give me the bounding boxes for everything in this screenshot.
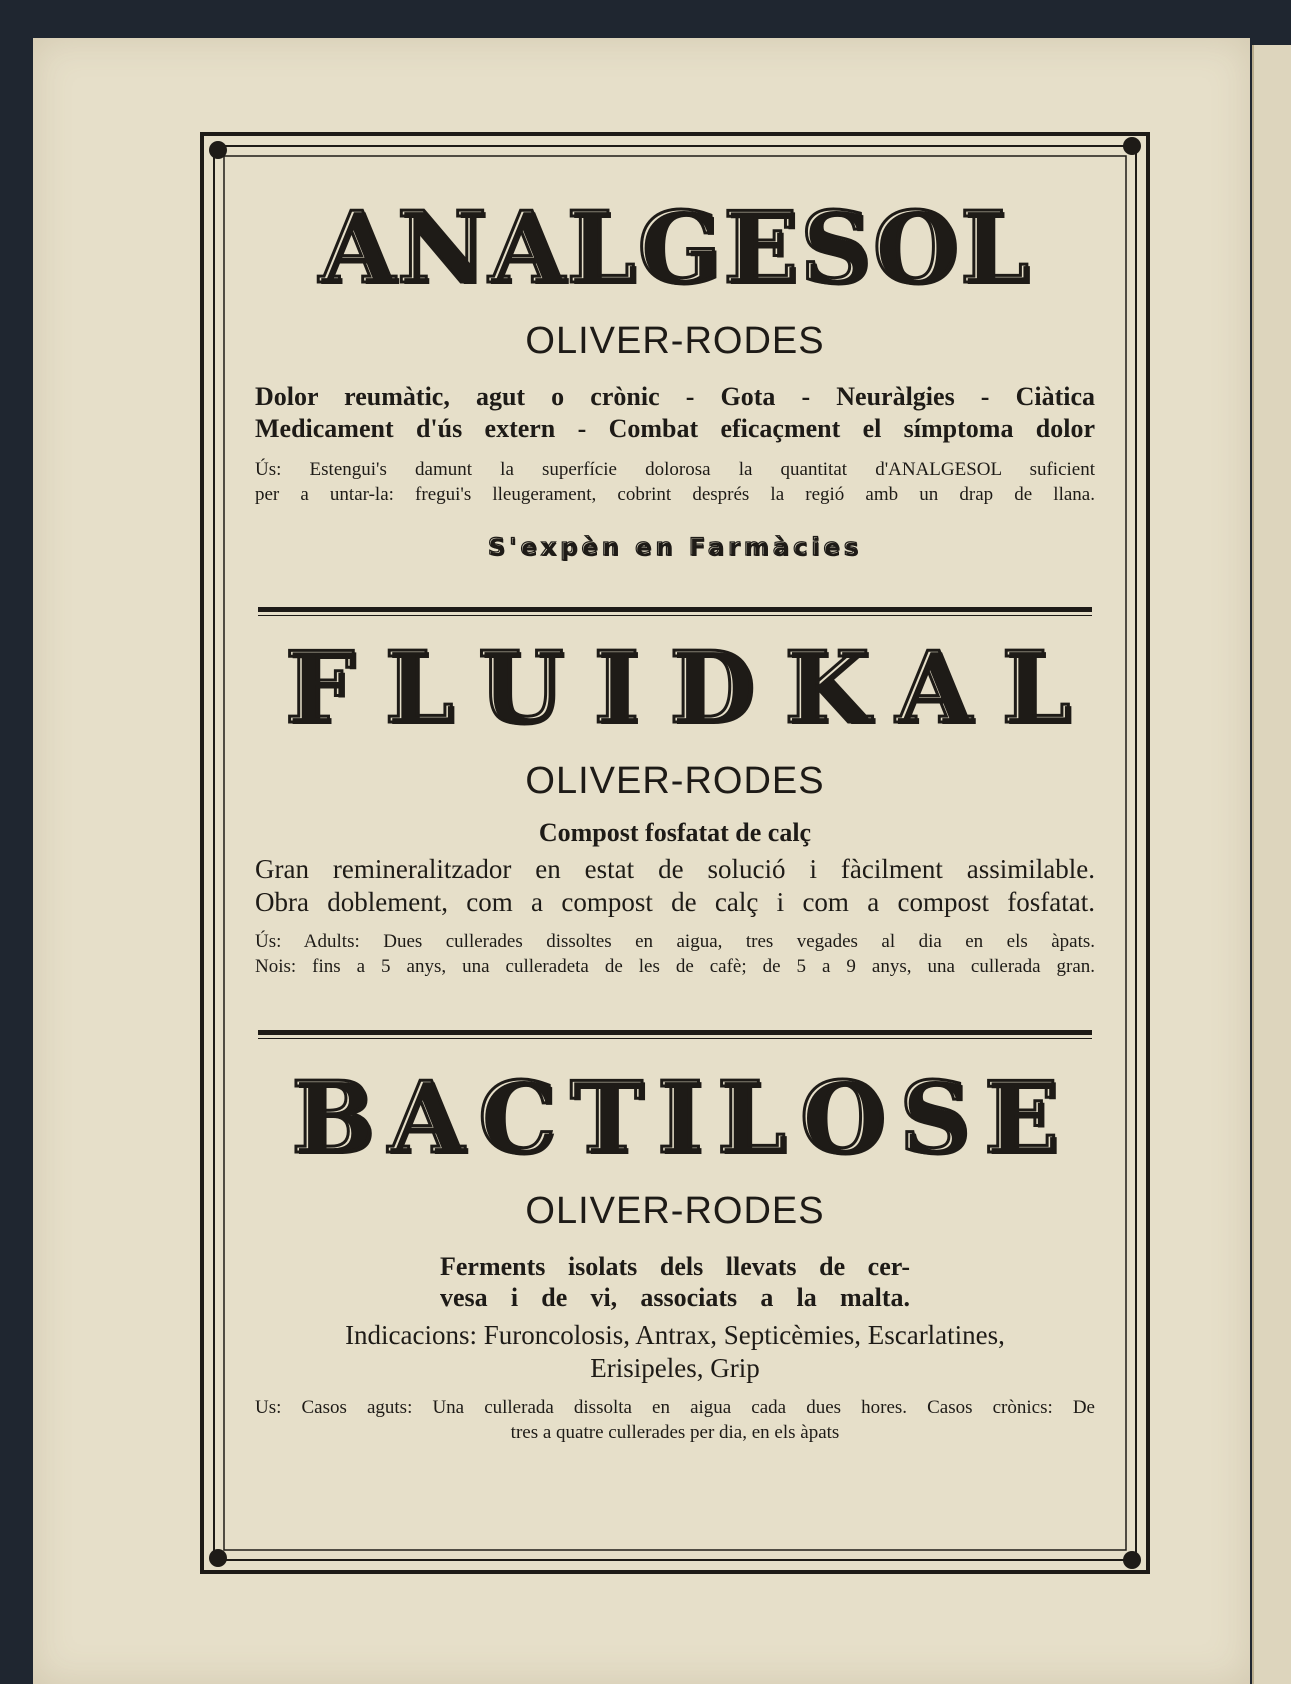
indications-line: Erisipeles, Grip: [590, 1353, 760, 1383]
usage-line: Ús: Estengui's damunt la superfície dolorosa la quantitat d'ANALGESOL suficient: [255, 459, 1095, 480]
section-divider: [258, 1030, 1092, 1035]
usage-line: Nois: fins a 5 anys, una culleradeta de les de cafè; de 5 a 9 anys, una cullerada gran.: [255, 956, 1095, 977]
sales-note: S'expèn en Farmàcies: [487, 533, 863, 561]
claim-line: Medicament d'ús extern - Combat eficaçment el símptoma dolor: [255, 414, 1095, 443]
indications-line: Indicacions: Furoncolosis, Antrax, Septicèmies, Escarlatines,: [345, 1320, 1005, 1350]
claim-line: Dolor reumàtic, agut o crònic - Gota - Neuràlgies - Ciàtica: [255, 382, 1095, 411]
maker-name: OLIVER-RODES: [525, 1190, 825, 1232]
ad-bactilose: [255, 1061, 1095, 1445]
maker-name: OLIVER-RODES: [525, 320, 825, 362]
usage-line: Us: Casos aguts: Una cullerada dissolta en aigua cada dues hores. Casos crònics: De: [255, 1397, 1095, 1418]
usage-line: per a untar-la: fregui's lleugerament, cobrint després la regió amb un drap de llana.: [255, 484, 1095, 505]
ad-analgesol: [255, 191, 1095, 561]
brand-title: ANALGESOL: [319, 191, 1031, 306]
usage-line: Ús: Adults: Dues cullerades dissoltes en aigua, tres vegades al dia en els àpats.: [255, 931, 1095, 952]
brand-title: FLUIDKAL: [285, 631, 1101, 746]
ingredient-line: vesa i de vi, associats a la malta.: [440, 1283, 910, 1312]
section-divider: [258, 607, 1092, 612]
description-line: Gran remineralitzador en estat de solució i fàcilment assimilable.: [255, 854, 1095, 884]
brand-title: BACTILOSE: [291, 1061, 1073, 1176]
ingredient-line: Ferments isolats dels llevats de cer-: [440, 1252, 910, 1281]
maker-name: OLIVER-RODES: [525, 760, 825, 802]
description-line: Obra doblement, com a compost de calç i com a compost fosfatat.: [255, 887, 1095, 917]
usage-line: tres a quatre cullerades per dia, en els àpats: [510, 1422, 840, 1443]
adjacent-page-edge: [1252, 45, 1291, 1684]
product-subtitle: Compost fosfatat de calç: [538, 818, 812, 847]
ad-fluidkal: [255, 631, 1101, 979]
